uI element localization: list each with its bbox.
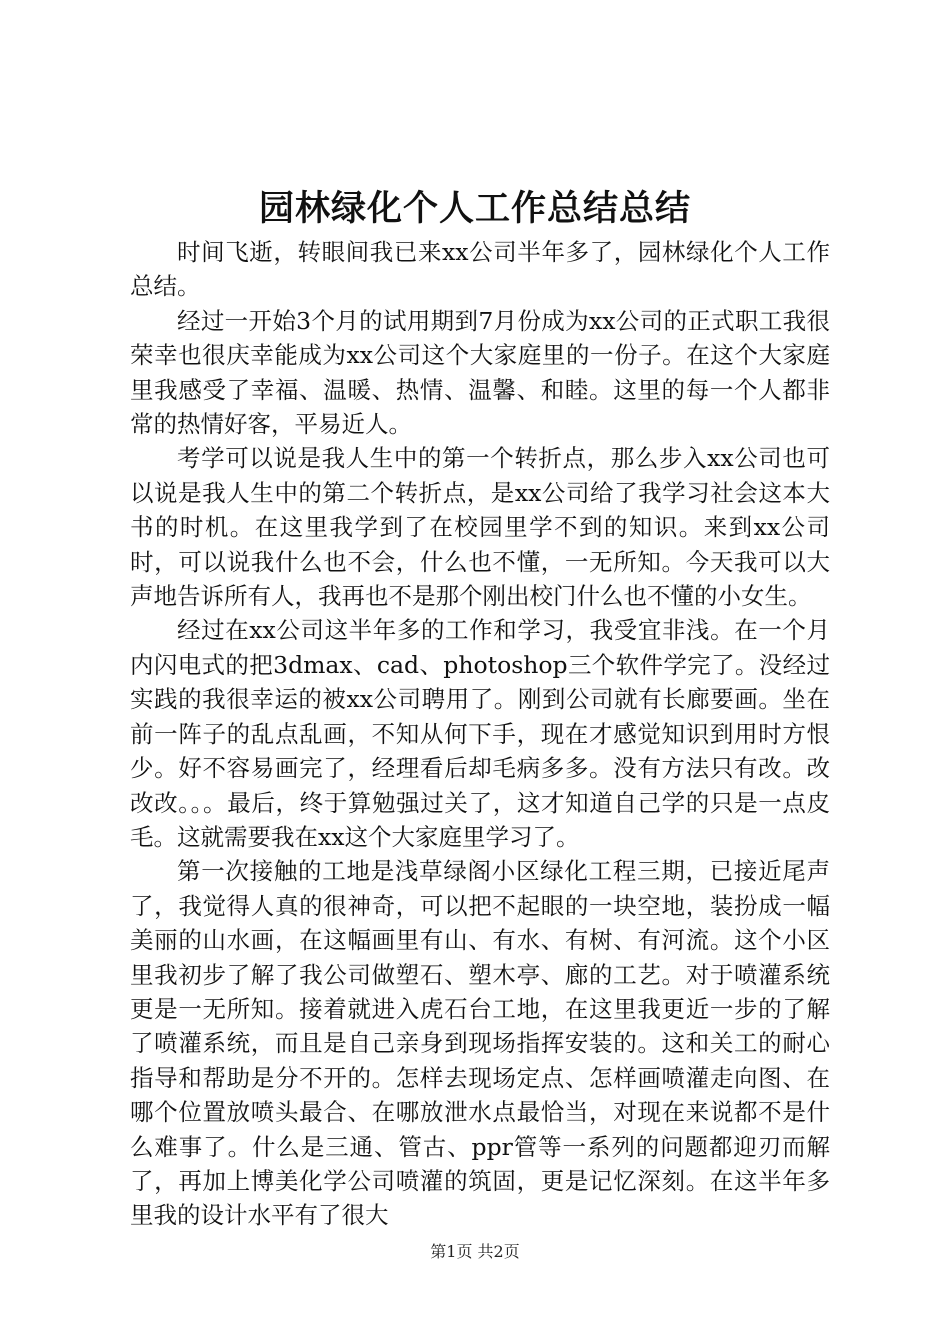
document-body <box>130 235 830 1233</box>
paragraph: 第一次接触的工地是浅草绿阁小区绿化工程三期，已接近尾声了，我觉得人真的很神奇，可以把不起眼的一块空地，装扮成一幅美丽的山水画，在这幅画里有山、有水、有树、有河流。这个小区里我初步了解了我公司做塑石、塑木亭、廊的工艺。对于喷灌系统更是一无所知。接着就进入虎石台工地，在这里我更近一步的了解了喷灌系统，而且是自己亲身到现场指挥安装的。这和关工的耐心指导和帮助是分不开的。怎样去现场定点、怎样画喷灌走向图、在哪个位置放喷头最合、在哪放泄水点最恰当，对现在来说都不是什么难事了。什么是三通、管古、ppr管等一系列的问题都迎刃而解了，再加上博美化学公司喷灌的筑固，更是记忆深刻。在这半年多里我的设计水平有了很大 <box>130 857 830 1230</box>
paragraph: 经过一开始3个月的试用期到7月份成为xx公司的正式职工我很荣幸也很庆幸能成为xx公司这个大家庭里的一份子。在这个大家庭里我感受了幸福、温暖、热情、温馨、和睦。这里的每一个人都非常的热情好客，平易近人。 <box>130 306 830 439</box>
page-indicator: 第1页 共2页 <box>430 1242 520 1261</box>
paragraph: 时间飞逝，转眼间我已来xx公司半年多了，园林绿化个人工作总结。 <box>130 238 830 301</box>
document-title: 园林绿化个人工作总结总结 <box>258 188 691 229</box>
paragraph: 经过在xx公司这半年多的工作和学习，我受宜非浅。在一个月内闪电式的把3dmax、cad、photoshop三个软件学完了。没经过实践的我很幸运的被xx公司聘用了。刚到公司就有长廊要画。坐在前一阵子的乱点乱画，不知从何下手，现在才感觉知识到用时方恨少。好不容易画完了，经理看后却毛病多多。没有方法只有改。改改改。。。最后，终于算勉强过关了，这才知道自己学的只是一点皮毛。这就需要我在xx这个大家庭里学习了。 <box>130 616 830 851</box>
paragraph: 考学可以说是我人生中的第一个转折点，那么步入xx公司也可以说是我人生中的第二个转折点，是xx公司给了我学习社会这本大书的时机。在这里我学到了在校园里学不到的知识。来到xx公司时，可以说我什么也不会，什么也不懂，一无所知。今天我可以大声地告诉所有人，我再也不是那个刚出校门什么也不懂的小女生。 <box>130 444 830 611</box>
